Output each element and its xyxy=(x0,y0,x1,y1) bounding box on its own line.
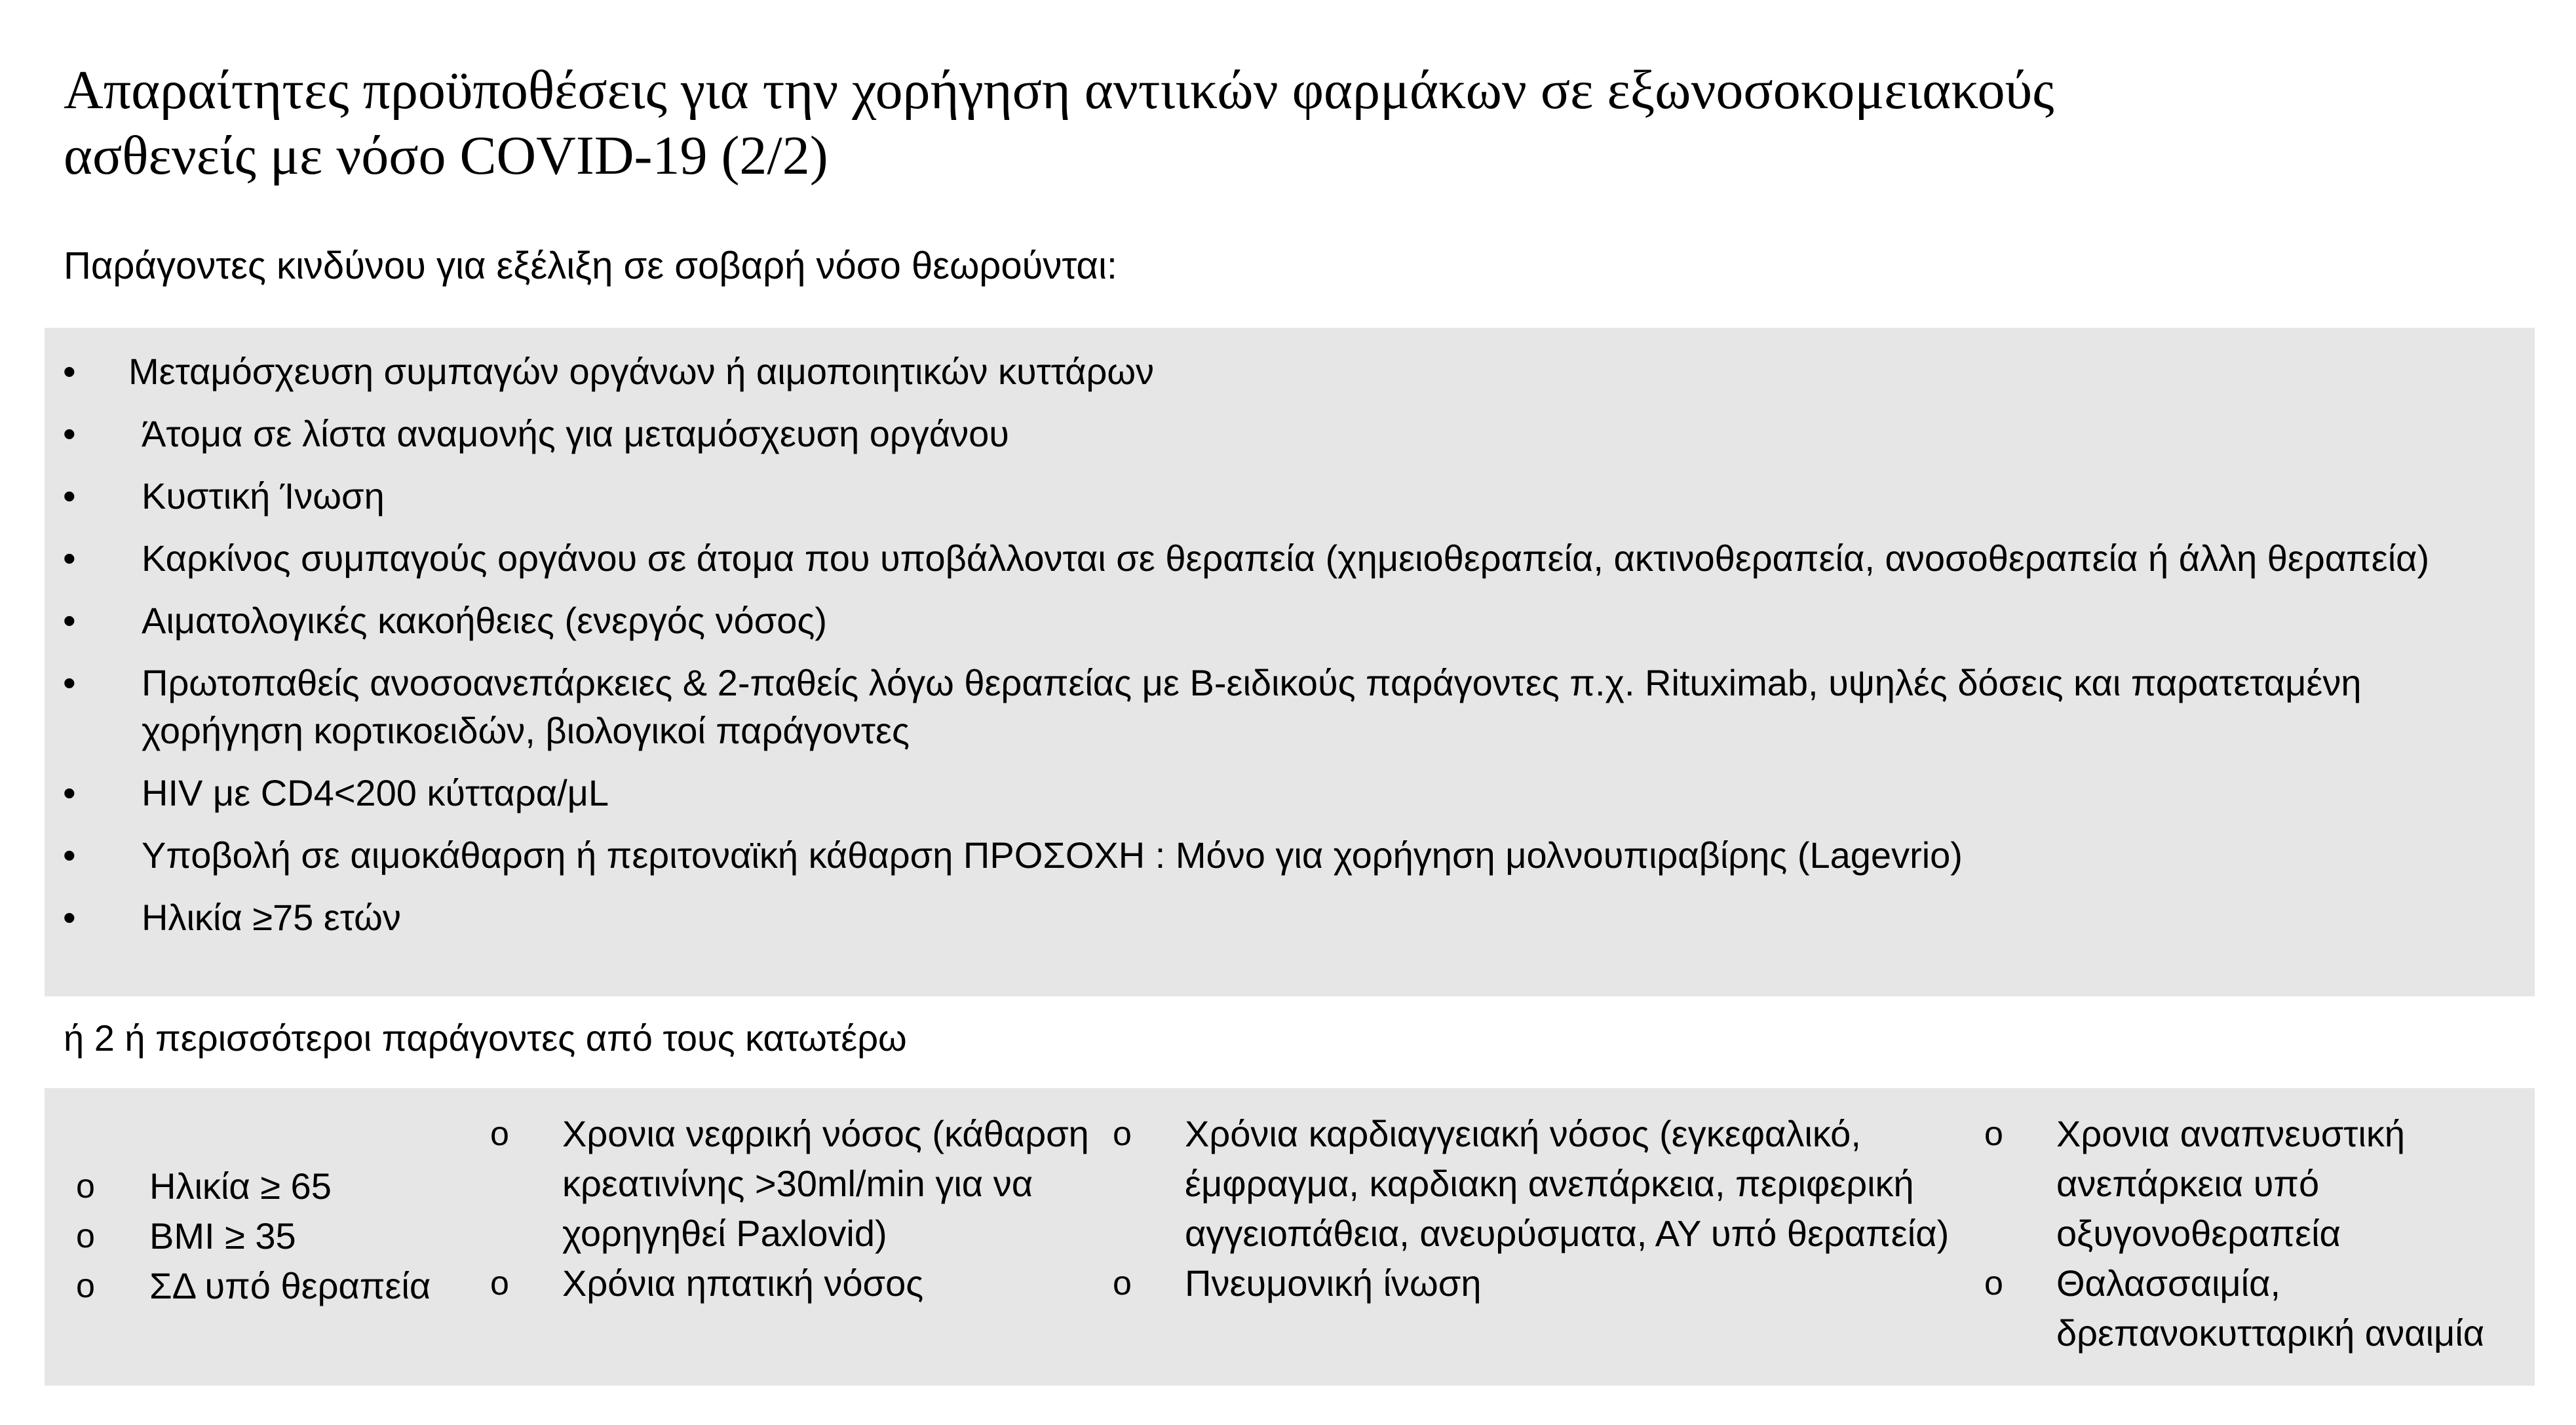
intro-text: Παράγοντες κινδύνου για εξέλιξη σε σοβαρή νόσο θεωρούνται: xyxy=(64,244,1117,287)
bullet-icon: • xyxy=(63,600,76,641)
circle-bullet-icon: o xyxy=(76,1217,95,1255)
minor-factors-panel xyxy=(45,1088,2535,1386)
minor-factors-column-4 xyxy=(1984,1109,2548,1358)
minor-factors-column-3 xyxy=(1113,1109,1984,1308)
list-item-text: Ηλικία ≥75 ετών xyxy=(142,897,401,938)
list-item-text: Χρόνια ηπατική νόσος xyxy=(562,1262,924,1304)
list-item xyxy=(45,769,2535,817)
list-item-text: Υποβολή σε αιμοκάθαρση ή περιτοναϊκή κάθαρση ΠΡΟΣΟΧΗ : Μόνο για χορήγηση μολνουπιραβίρης (Lagevrio) xyxy=(142,834,1963,876)
risk-factors-panel xyxy=(45,328,2535,996)
list-item-text: Χρονια αναπνευστική ανεπάρκεια υπό οξυγονοθεραπεία xyxy=(2056,1113,2405,1254)
circle-bullet-icon: o xyxy=(1113,1115,1132,1153)
minor-factors-column-1 xyxy=(76,1161,431,1311)
list-item xyxy=(76,1211,431,1261)
list-item-text: Αιματολογικές κακοήθειες (ενεργός νόσος) xyxy=(142,600,828,641)
circle-bullet-icon: o xyxy=(490,1264,509,1302)
title-line-2: ασθενείς με νόσο COVID-19 (2/2) xyxy=(64,125,828,186)
list-item-text: Πρωτοπαθείς ανοσοανεπάρκειες & 2-παθείς λόγω θεραπείας με Β-ειδικούς παράγοντες π.χ. Rituximab, υψηλές δόσεις και παρατεταμένη χορήγηση κορτικοειδών, βιολογικοί παράγοντες xyxy=(142,662,2362,751)
list-item-text: Ηλικία ≥ 65 xyxy=(149,1165,332,1207)
list-item-text: Χρονια νεφρική νόσος (κάθαρση κρεατινίνης >30ml/min για να χορηγηθεί Paxlovid) xyxy=(562,1113,1089,1254)
list-item-text: Άτομα σε λίστα αναμονής για μεταμόσχευση οργάνου xyxy=(142,413,1009,454)
list-item xyxy=(45,893,2535,941)
list-item xyxy=(1113,1259,1984,1308)
circle-bullet-icon: o xyxy=(1984,1115,2003,1153)
circle-bullet-icon: o xyxy=(1113,1264,1132,1302)
list-item-text: Χρόνια καρδιαγγειακή νόσος (εγκεφαλικό, έμφραγμα, καρδιακη ανεπάρκεια, περιφερική αγγειοπάθεια, ανευρύσματα, ΑΥ υπό θεραπεία) xyxy=(1185,1113,1950,1254)
bullet-icon: • xyxy=(63,351,76,392)
list-item xyxy=(45,472,2535,520)
bullet-icon: • xyxy=(63,413,76,454)
circle-bullet-icon: o xyxy=(76,1167,95,1205)
list-item xyxy=(490,1259,1113,1308)
list-item xyxy=(1984,1259,2548,1358)
list-item xyxy=(76,1261,431,1311)
bullet-icon: • xyxy=(63,897,76,938)
bullet-icon: • xyxy=(63,772,76,813)
list-item xyxy=(45,831,2535,879)
page-title xyxy=(64,58,2488,189)
risk-factors-list xyxy=(45,347,2535,956)
list-item xyxy=(45,659,2535,754)
title-line-1: Απαραίτητες προϋποθέσεις για την χορήγηση αντιικών φαρμάκων σε εξωνοσοκομειακούς xyxy=(64,60,2054,121)
list-item xyxy=(45,410,2535,458)
list-item xyxy=(76,1161,431,1211)
circle-bullet-icon: o xyxy=(76,1267,95,1305)
list-item xyxy=(45,534,2535,582)
bullet-icon: • xyxy=(63,537,76,579)
list-item-text: BMI ≥ 35 xyxy=(149,1215,296,1257)
list-item-text: Κυστική Ίνωση xyxy=(142,475,385,517)
list-item xyxy=(1113,1109,1984,1259)
list-item xyxy=(490,1109,1113,1259)
list-item-text: ΣΔ υπό θεραπεία xyxy=(149,1265,431,1306)
list-item xyxy=(45,596,2535,644)
circle-bullet-icon: o xyxy=(490,1115,509,1153)
bullet-icon: • xyxy=(63,662,76,703)
list-item-text: Καρκίνος συμπαγούς οργάνου σε άτομα που υποβάλλονται σε θεραπεία (χημειοθεραπεία, ακτινοθεραπεία, ανοσοθεραπεία ή άλλη θεραπεία) xyxy=(142,537,2430,579)
secondary-criteria-intro: ή 2 ή περισσότεροι παράγοντες από τους κατωτέρω xyxy=(64,1017,907,1059)
minor-factors-column-2 xyxy=(490,1109,1113,1308)
list-item xyxy=(45,347,2535,395)
list-item-text: Θαλασσαιμία, δρεπανοκυτταρική αναιμία xyxy=(2056,1262,2485,1354)
bullet-icon: • xyxy=(63,834,76,876)
list-item-text: HIV με CD4<200 κύτταρα/μL xyxy=(142,772,609,813)
bullet-icon: • xyxy=(63,475,76,517)
circle-bullet-icon: o xyxy=(1984,1264,2003,1302)
list-item xyxy=(1984,1109,2548,1259)
list-item-text: Μεταμόσχευση συμπαγών οργάνων ή αιμοποιητικών κυττάρων xyxy=(128,351,1155,392)
list-item-text: Πνευμονική ίνωση xyxy=(1185,1262,1482,1304)
